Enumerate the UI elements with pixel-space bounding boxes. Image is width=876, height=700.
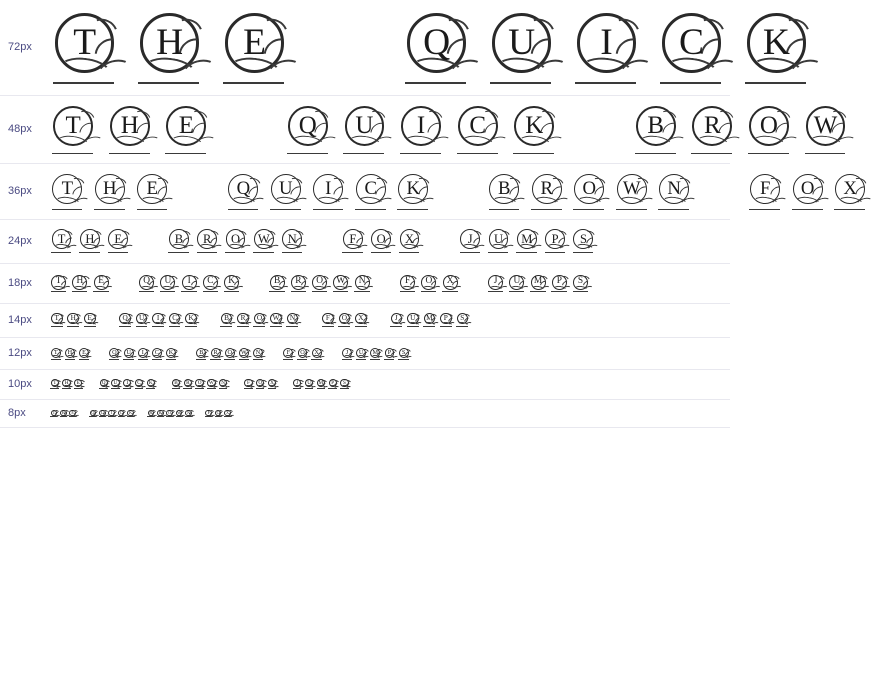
ornamental-glyph: I — [151, 312, 167, 328]
ornamental-glyph: T — [50, 11, 131, 92]
ornamental-glyph: W — [614, 174, 654, 214]
ornamental-glyph: O — [311, 274, 331, 294]
ornamental-glyph: F — [399, 274, 419, 294]
ornamental-glyph: N — [353, 274, 373, 294]
ornamental-glyph: O — [255, 379, 266, 390]
ornamental-glyph: W — [175, 409, 184, 418]
sample-word — [50, 169, 177, 214]
ornamental-glyph: J — [459, 229, 486, 256]
sample-word — [196, 346, 267, 361]
ornamental-glyph: I — [311, 174, 351, 214]
ornamental-glyph: E — [92, 274, 112, 294]
sample-text — [50, 409, 730, 419]
ornamental-glyph: U — [487, 11, 568, 92]
ornamental-glyph: E — [163, 105, 217, 159]
ornamental-glyph: P — [328, 379, 339, 390]
specimen-row — [0, 96, 838, 164]
ornamental-glyph: P — [439, 312, 455, 328]
ornamental-glyph: B — [171, 379, 182, 390]
sample-word — [147, 409, 194, 419]
ornamental-glyph: E — [69, 409, 78, 418]
ornamental-glyph: M — [515, 229, 542, 256]
ornamental-glyph: X — [833, 174, 873, 214]
sample-word — [89, 409, 136, 419]
ornamental-glyph: K — [223, 274, 243, 294]
ornamental-glyph: R — [183, 379, 194, 390]
ornamental-glyph: T — [50, 229, 77, 256]
ornamental-glyph: T — [50, 105, 104, 159]
sample-word — [205, 409, 233, 419]
size-label: 48px — [8, 123, 32, 135]
ornamental-glyph: W — [332, 274, 352, 294]
ornamental-glyph: O — [224, 348, 237, 361]
ornamental-glyph: H — [92, 174, 132, 214]
ornamental-glyph: F — [341, 229, 368, 256]
ornamental-glyph: S — [398, 348, 411, 361]
ornamental-glyph: R — [156, 409, 165, 418]
ornamental-glyph: Q — [285, 105, 339, 159]
sample-text — [50, 379, 730, 390]
ornamental-glyph: O — [420, 274, 440, 294]
ornamental-glyph: N — [218, 379, 229, 390]
sample-word — [50, 379, 85, 390]
ornamental-glyph: T — [50, 348, 63, 361]
ornamental-glyph: Q — [138, 274, 158, 294]
ornamental-glyph: F — [205, 409, 214, 418]
sample-text — [50, 3, 790, 92]
sample-text — [50, 228, 730, 256]
ornamental-glyph: M — [423, 312, 439, 328]
ornamental-glyph: S — [456, 312, 472, 328]
ornamental-glyph: T — [50, 409, 59, 418]
ornamental-glyph: K — [184, 312, 200, 328]
ornamental-glyph: C — [202, 274, 222, 294]
specimen-row — [0, 264, 730, 304]
ornamental-glyph: O — [572, 174, 612, 214]
ornamental-glyph: B — [487, 174, 527, 214]
ornamental-glyph: U — [487, 229, 514, 256]
sample-text — [50, 346, 730, 361]
sample-word — [109, 346, 180, 361]
ornamental-glyph: I — [108, 409, 117, 418]
size-label: 18px — [8, 277, 32, 289]
ornamental-glyph: X — [311, 348, 324, 361]
ornamental-glyph: B — [633, 105, 687, 159]
specimen-row — [0, 164, 857, 220]
sample-word — [167, 228, 309, 256]
sample-word — [399, 273, 463, 295]
ornamental-glyph: O — [790, 174, 830, 214]
ornamental-glyph: I — [572, 11, 653, 92]
ornamental-glyph: O — [195, 379, 206, 390]
ornamental-glyph: O — [370, 229, 397, 256]
ornamental-glyph: W — [802, 105, 856, 159]
ornamental-glyph: H — [107, 105, 161, 159]
ornamental-glyph: O — [338, 312, 354, 328]
size-label: 8px — [8, 407, 26, 419]
sample-word — [341, 346, 412, 361]
ornamental-glyph: R — [196, 229, 223, 256]
ornamental-glyph: E — [220, 11, 301, 92]
ornamental-glyph: R — [689, 105, 743, 159]
ornamental-glyph: O — [746, 105, 800, 159]
sample-word — [390, 312, 473, 328]
sample-word — [321, 312, 371, 328]
ornamental-glyph: W — [269, 312, 285, 328]
ornamental-glyph: X — [267, 379, 278, 390]
sample-word — [487, 273, 593, 295]
ornamental-glyph: Q — [99, 379, 110, 390]
ornamental-glyph: I — [180, 274, 200, 294]
ornamental-glyph: H — [71, 274, 91, 294]
ornamental-glyph: S — [340, 379, 351, 390]
ornamental-glyph: C — [455, 105, 509, 159]
ornamental-glyph: J — [487, 274, 507, 294]
ornamental-glyph: N — [281, 229, 308, 256]
ornamental-glyph: C — [657, 11, 738, 92]
specimen-row — [0, 400, 730, 428]
ornamental-glyph: N — [252, 348, 265, 361]
size-label: 12px — [8, 347, 32, 359]
sample-word — [171, 379, 230, 390]
ornamental-glyph: F — [748, 174, 788, 214]
specimen-row — [0, 0, 790, 96]
ornamental-glyph: B — [167, 229, 194, 256]
ornamental-glyph: C — [353, 174, 393, 214]
ornamental-glyph: O — [224, 229, 251, 256]
ornamental-glyph: C — [117, 409, 126, 418]
ornamental-glyph: M — [529, 274, 549, 294]
ornamental-glyph: K — [165, 348, 178, 361]
ornamental-glyph: Q — [89, 409, 98, 418]
ornamental-glyph: H — [64, 348, 77, 361]
ornamental-glyph: O — [166, 409, 175, 418]
ornamental-glyph: K — [511, 105, 565, 159]
sample-word — [50, 228, 135, 256]
sample-word — [748, 169, 875, 214]
ornamental-glyph: O — [214, 409, 223, 418]
ornamental-glyph: U — [98, 409, 107, 418]
sample-word — [50, 273, 114, 295]
ornamental-glyph: E — [83, 312, 99, 328]
ornamental-glyph: R — [529, 174, 569, 214]
ornamental-glyph: J — [390, 312, 406, 328]
ornamental-glyph: Q — [402, 11, 483, 92]
specimen-row — [0, 370, 730, 400]
ornamental-glyph: I — [398, 105, 452, 159]
ornamental-glyph: R — [236, 312, 252, 328]
ornamental-glyph: X — [398, 229, 425, 256]
sample-word — [50, 100, 220, 159]
ornamental-glyph: U — [135, 312, 151, 328]
ornamental-glyph: Q — [109, 348, 122, 361]
ornamental-glyph: P — [551, 274, 571, 294]
ornamental-glyph: X — [441, 274, 461, 294]
specimen-row — [0, 304, 730, 338]
sample-word — [50, 346, 92, 361]
ornamental-glyph: I — [137, 348, 150, 361]
ornamental-glyph: U — [406, 312, 422, 328]
sample-word — [633, 100, 860, 159]
ornamental-glyph: H — [78, 229, 105, 256]
ornamental-glyph: N — [286, 312, 302, 328]
sample-text — [50, 100, 838, 159]
ornamental-glyph: H — [59, 409, 68, 418]
sample-word — [50, 3, 305, 92]
ornamental-glyph: U — [508, 274, 528, 294]
ornamental-glyph: B — [196, 348, 209, 361]
sample-text — [50, 169, 857, 214]
sample-word — [138, 273, 244, 295]
ornamental-glyph: T — [50, 274, 70, 294]
ornamental-glyph: K — [146, 379, 157, 390]
ornamental-glyph: T — [50, 174, 90, 214]
ornamental-glyph: M — [316, 379, 327, 390]
ornamental-glyph: B — [268, 274, 288, 294]
ornamental-glyph: X — [224, 409, 233, 418]
sample-word — [50, 312, 100, 328]
sample-word — [402, 3, 827, 92]
ornamental-glyph: R — [290, 274, 310, 294]
ornamental-glyph: N — [185, 409, 194, 418]
sample-word — [226, 169, 438, 214]
ornamental-glyph: O — [297, 348, 310, 361]
ornamental-glyph: T — [50, 379, 61, 390]
ornamental-glyph: U — [355, 348, 368, 361]
ornamental-glyph: K — [127, 409, 136, 418]
ornamental-glyph: X — [354, 312, 370, 328]
sample-word — [285, 100, 568, 159]
sample-word — [244, 379, 279, 390]
ornamental-glyph: I — [122, 379, 133, 390]
ornamental-glyph: J — [341, 348, 354, 361]
sample-text — [50, 273, 730, 295]
ornamental-glyph: B — [220, 312, 236, 328]
size-label: 10px — [8, 378, 32, 390]
ornamental-glyph: P — [544, 229, 571, 256]
sample-word — [50, 409, 78, 419]
size-label: 14px — [8, 314, 32, 326]
ornamental-glyph: H — [62, 379, 73, 390]
ornamental-glyph: C — [151, 348, 164, 361]
ornamental-glyph: U — [123, 348, 136, 361]
ornamental-glyph: S — [572, 229, 599, 256]
ornamental-glyph: F — [321, 312, 337, 328]
ornamental-glyph: U — [159, 274, 179, 294]
ornamental-glyph: Q — [118, 312, 134, 328]
sample-word — [220, 312, 303, 328]
ornamental-glyph: M — [370, 348, 383, 361]
ornamental-glyph: U — [341, 105, 395, 159]
sample-word — [99, 379, 158, 390]
specimen-row — [0, 338, 730, 370]
ornamental-glyph: C — [134, 379, 145, 390]
sample-word — [118, 312, 201, 328]
ornamental-glyph: P — [384, 348, 397, 361]
ornamental-glyph: K — [742, 11, 823, 92]
ornamental-glyph: W — [238, 348, 251, 361]
ornamental-glyph: S — [572, 274, 592, 294]
ornamental-glyph: R — [210, 348, 223, 361]
size-label: 36px — [8, 185, 32, 197]
ornamental-glyph: H — [67, 312, 83, 328]
ornamental-glyph: U — [304, 379, 315, 390]
sample-word — [293, 379, 352, 390]
ornamental-glyph: E — [78, 348, 91, 361]
sample-word — [268, 273, 374, 295]
ornamental-glyph: W — [207, 379, 218, 390]
ornamental-glyph: K — [396, 174, 436, 214]
ornamental-glyph: E — [107, 229, 134, 256]
ornamental-glyph: F — [244, 379, 255, 390]
ornamental-glyph: U — [111, 379, 122, 390]
sample-word — [459, 228, 601, 256]
ornamental-glyph: E — [74, 379, 85, 390]
size-label: 72px — [8, 41, 32, 53]
sample-word — [283, 346, 325, 361]
ornamental-glyph: O — [253, 312, 269, 328]
ornamental-glyph: W — [252, 229, 279, 256]
ornamental-glyph: B — [147, 409, 156, 418]
specimen-row — [0, 220, 730, 264]
ornamental-glyph: T — [50, 312, 66, 328]
ornamental-glyph: F — [283, 348, 296, 361]
ornamental-glyph: H — [135, 11, 216, 92]
ornamental-glyph: U — [268, 174, 308, 214]
size-label: 24px — [8, 235, 32, 247]
ornamental-glyph: J — [293, 379, 304, 390]
sample-word — [487, 169, 699, 214]
ornamental-glyph: N — [657, 174, 697, 214]
ornamental-glyph: E — [135, 174, 175, 214]
sample-word — [341, 228, 426, 256]
ornamental-glyph: C — [168, 312, 184, 328]
ornamental-glyph: Q — [226, 174, 266, 214]
sample-text — [50, 312, 730, 328]
